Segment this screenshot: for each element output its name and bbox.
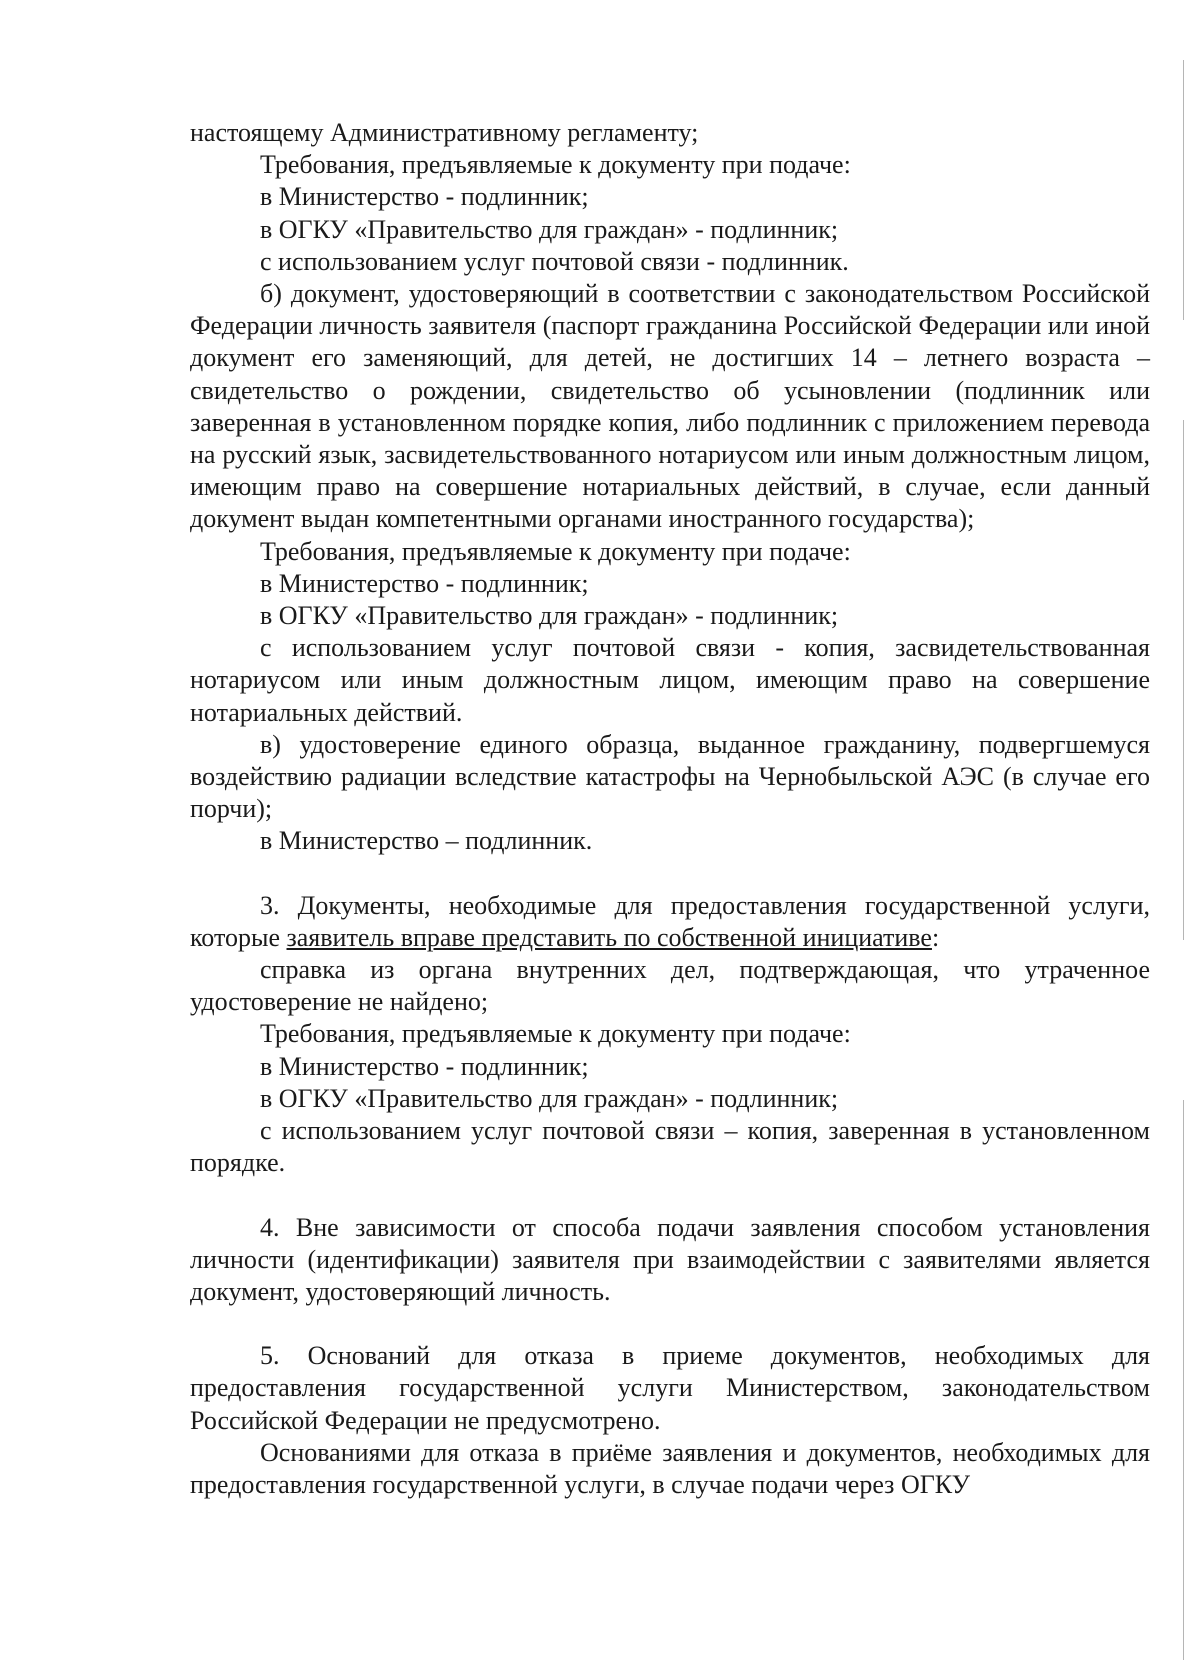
text-line: в ОГКУ «Правительство для граждан» - подлинник;: [260, 214, 839, 244]
text-line: Требования, предъявляемые к документу при подаче:: [260, 1019, 851, 1049]
text-line: в Министерство - подлинник;: [260, 568, 589, 598]
paragraph-5: 5. Оснований для отказа в приеме документов, необходимых для предоставления государственной услуги Министерством, законодательством Российской Федерации не предусмотрено.: [190, 1341, 1150, 1435]
text-line: настоящему Административному регламенту;: [190, 118, 699, 147]
paragraph-3-colon: :: [931, 922, 940, 952]
text-line: в Министерство - подлинник;: [260, 1051, 589, 1081]
text-line: Требования, предъявляемые к документу при подаче:: [260, 536, 851, 566]
text-line: в ОГКУ «Правительство для граждан» - подлинник;: [260, 601, 839, 631]
paragraph-post-certified: с использованием услуг почтовой связи – копия, заверенная в установленном порядке.: [190, 1116, 1150, 1178]
paragraph-v: в) удостоверение единого образца, выданное гражданину, подвергшемуся воздействию радиации вследствие катастрофы на Чернобыльской АЭС (в случае его порчи);: [190, 729, 1150, 824]
text-line: в ОГКУ «Правительство для граждан» - подлинник;: [260, 1083, 839, 1113]
paragraph-6: Основаниями для отказа в приёме заявления и документов, необходимых для предоставления государственной услуги, в случае подачи через ОГКУ: [190, 1437, 1150, 1499]
paragraph-4: 4. Вне зависимости от способа подачи заявления способом установления личности (идентификации) заявителя при взаимодействии с заявителями является документ, удостоверяющий личность.: [190, 1212, 1150, 1306]
scan-edge-line: [1183, 420, 1184, 940]
scan-edge-line: [1183, 60, 1184, 320]
scan-edge-line: [1183, 1100, 1184, 1660]
text-line: в Министерство - подлинник;: [260, 182, 589, 212]
paragraph-post-copy: с использованием услуг почтовой связи - копия, засвидетельствованная нотариусом или иным должностным лицом, имеющим право на совершение нотариальных действий.: [190, 633, 1150, 727]
paragraph-3: [190, 890, 1150, 954]
paragraph-b: б) документ, удостоверяющий в соответствии с законодательством Российской Федерации личность заявителя (паспорт гражданина Российской Федерации или иной документ его заменяющий, для детей, не достигших 14 – летнего возраста – свидетельство о рождении, свидетельство об усыновлении (подлинник или заверенная в установленном порядке копия, либо подлинник с приложением перевода на русский язык, засвидетельствованного нотариусом или иным должностным лицом, имеющим право на совершение нотариальных действий, в случае, если данный документ выдан компетентными органами иностранного государства);: [190, 279, 1150, 534]
document-body: [190, 117, 1150, 1501]
text-line: в Министерство – подлинник.: [260, 826, 593, 856]
text-line: с использованием услуг почтовой связи - подлинник.: [260, 246, 849, 276]
text-line: Требования, предъявляемые к документу при подаче:: [260, 150, 851, 180]
paragraph-3-text: 3. Документы, необходимые для предоставления государственной услуги, которые: [190, 890, 1150, 952]
paragraph-spravka: справка из органа внутренних дел, подтверждающая, что утраченное удостоверение не найдено;: [190, 955, 1150, 1017]
underlined-phrase: заявитель вправе представить по собственной инициативе: [286, 922, 932, 952]
